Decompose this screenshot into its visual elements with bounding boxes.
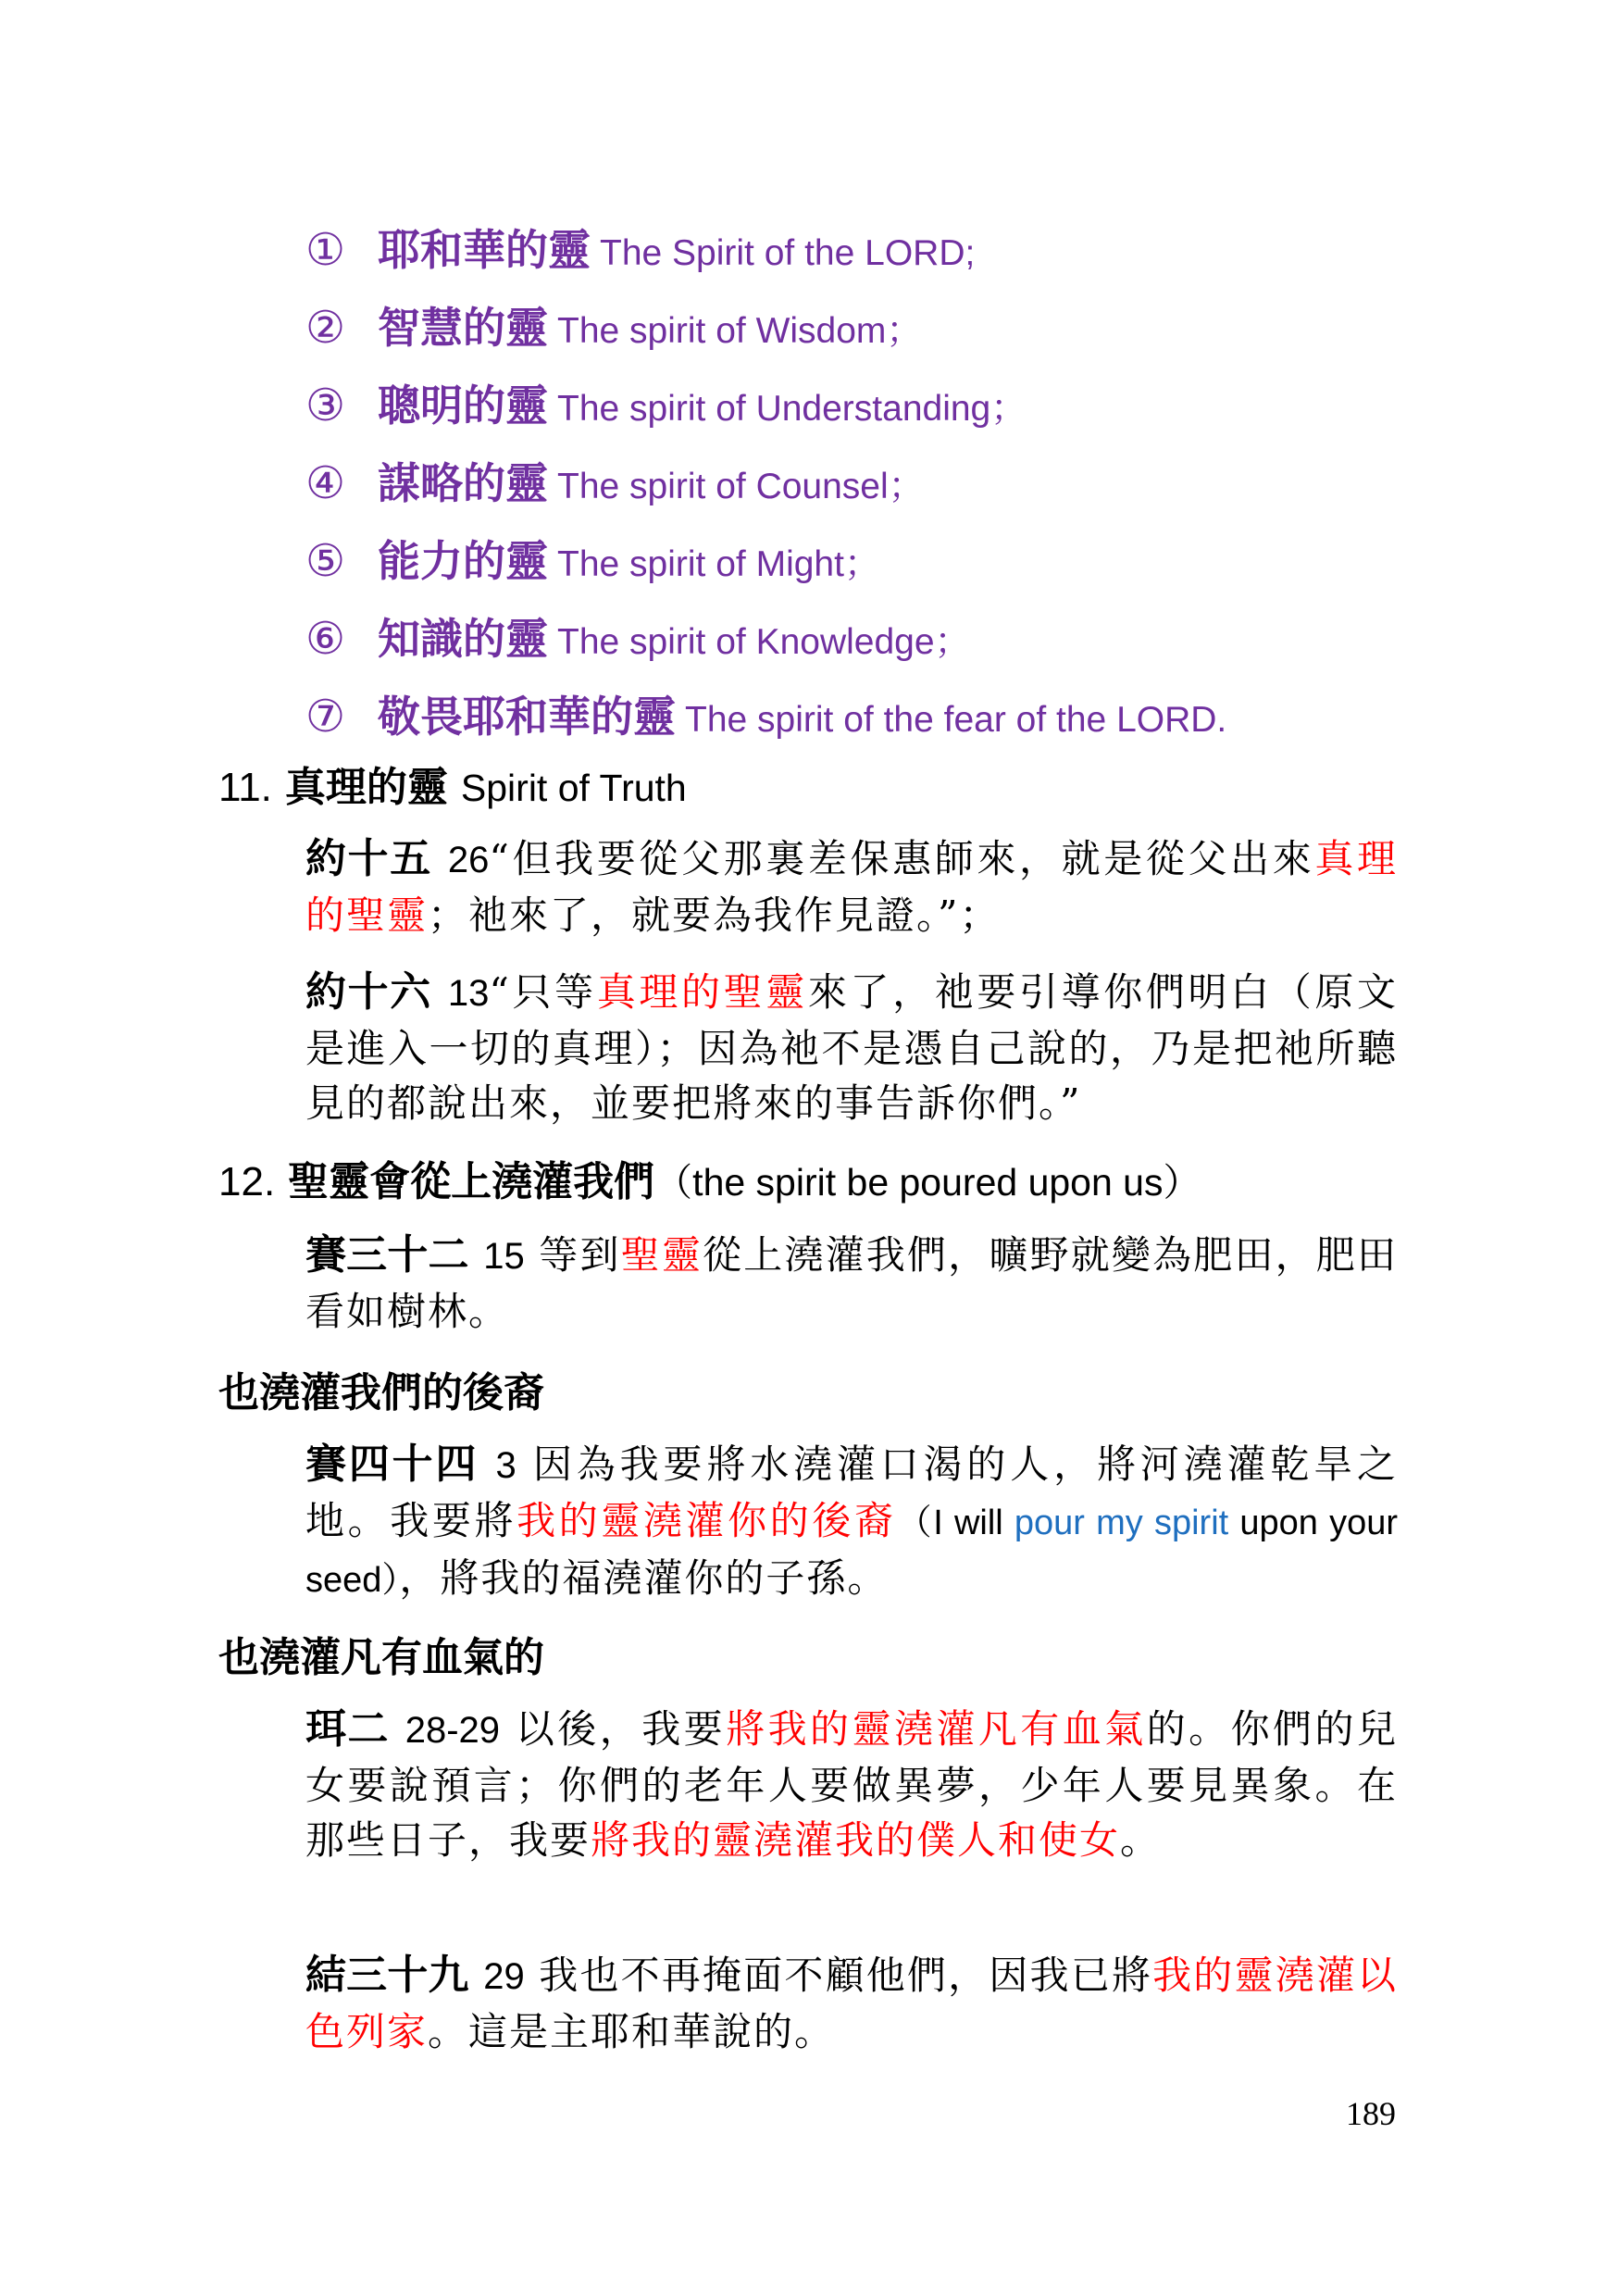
- spirit-item: [305, 444, 1226, 522]
- spirit-chinese: 能力的靈: [378, 536, 548, 586]
- spirit-chinese: 耶和華的靈: [378, 225, 591, 275]
- verse-reference: 結三十九 29: [305, 1952, 525, 1999]
- spirit-number: ⑤: [305, 535, 346, 587]
- spirit-chinese: 聰明的靈: [378, 381, 548, 430]
- spirit-english: The Spirit of the LORD;: [600, 233, 976, 273]
- verse-john-16-13: 約十六 13“只等真理的聖靈來了，祂要引導你們明白（原文是進入一切的真理）；因為祂不是憑自己說的，乃是把祂所聽見的都說出來，並要把將來的事告訴你們。”: [305, 968, 1398, 1126]
- spirit-item: [305, 600, 1226, 678]
- highlight: 真理的聖靈: [305, 836, 1398, 938]
- verse-joel-2-28-29: 珥二 28-29 以後，我要將我的靈澆灌凡有血氣的。你們的兒女要說預言；你們的老年人要做異夢，少年人要見異象。在那些日子，我要將我的靈澆灌我的僕人和使女。: [305, 1705, 1398, 1863]
- spirit-english: The spirit of Understanding；: [557, 389, 1027, 429]
- spirit-number: ②: [305, 302, 346, 354]
- spirit-english: The spirit of Knowledge；: [557, 622, 971, 662]
- spirit-chinese: 敬畏耶和華的靈: [378, 692, 676, 742]
- seven-spirits-list: [305, 211, 1226, 755]
- highlight: 我的靈澆灌以色列家: [305, 1953, 1399, 2054]
- spirit-number: ⑦: [305, 691, 346, 742]
- spirit-number: ①: [305, 224, 346, 276]
- spirit-chinese: 智慧的靈: [378, 303, 548, 353]
- verse-isaiah-44-3: 賽四十四 3 因為我要將水澆灌口渴的人，將河澆灌乾旱之地。我要將我的靈澆灌你的後裔（I will pour my spirit upon your seed），將我的福澆灌你的子孫。: [305, 1441, 1399, 1601]
- spirit-number: ⑥: [305, 613, 346, 665]
- spirit-item: [305, 211, 1226, 289]
- spirit-english: The spirit of Wisdom；: [557, 311, 923, 351]
- spirit-item: [305, 522, 1226, 600]
- spirit-item: [305, 289, 1226, 367]
- verse-john-15-26: 約十五 26“但我要從父那裏差保惠師來，就是從父出來真理的聖靈；祂來了，就要為我作見證。”；: [305, 835, 1398, 938]
- spirit-chinese: 謀略的靈: [378, 458, 548, 508]
- section-11-heading: 11. 真理的靈 Spirit of Truth: [218, 764, 687, 811]
- blue-highlight: pour my spirit: [1014, 1504, 1229, 1542]
- verse-reference: 賽四十四 3: [305, 1441, 517, 1488]
- verse-ezekiel-39-29: 結三十九 29 我也不再掩面不顧他們，因我已將我的靈澆灌以色列家。這是主耶和華說的。: [305, 1952, 1399, 2054]
- subheading-descendants: 也澆灌我們的後裔: [218, 1369, 544, 1416]
- spirit-english: The spirit of Might；: [557, 544, 880, 584]
- highlight: 將我的靈澆灌凡有血氣: [726, 1706, 1147, 1752]
- verse-reference: 賽三十二 15: [305, 1231, 525, 1279]
- spirit-number: ③: [305, 380, 346, 431]
- subheading-all-flesh: 也澆灌凡有血氣的: [218, 1634, 544, 1681]
- highlight: 我的靈澆灌你的後裔: [517, 1498, 897, 1543]
- spirit-english: The spirit of Counsel；: [557, 467, 925, 506]
- spirit-english: The spirit of the fear of the LORD.: [685, 700, 1227, 740]
- spirit-chinese: 知識的靈: [378, 614, 548, 664]
- section-12-heading: 12. 聖靈會從上澆灌我們（the spirit be poured upon us）: [218, 1158, 1201, 1205]
- verse-reference: 約十六 13: [305, 968, 490, 1016]
- verse-isaiah-32-15: 賽三十二 15 等到聖靈從上澆灌我們，曠野就變為肥田，肥田看如樹林。: [305, 1231, 1398, 1334]
- spirit-item: [305, 678, 1226, 755]
- page-number: 189: [1346, 2095, 1396, 2132]
- verse-reference: 珥二 28-29: [305, 1705, 501, 1753]
- highlight: 聖靈: [620, 1232, 703, 1278]
- spirit-item: [305, 367, 1226, 444]
- verse-reference: 約十五 26: [305, 835, 490, 882]
- spirit-number: ④: [305, 457, 346, 509]
- highlight: 真理的聖靈: [596, 969, 808, 1015]
- highlight: 將我的靈澆灌我的僕人和使女: [591, 1817, 1121, 1863]
